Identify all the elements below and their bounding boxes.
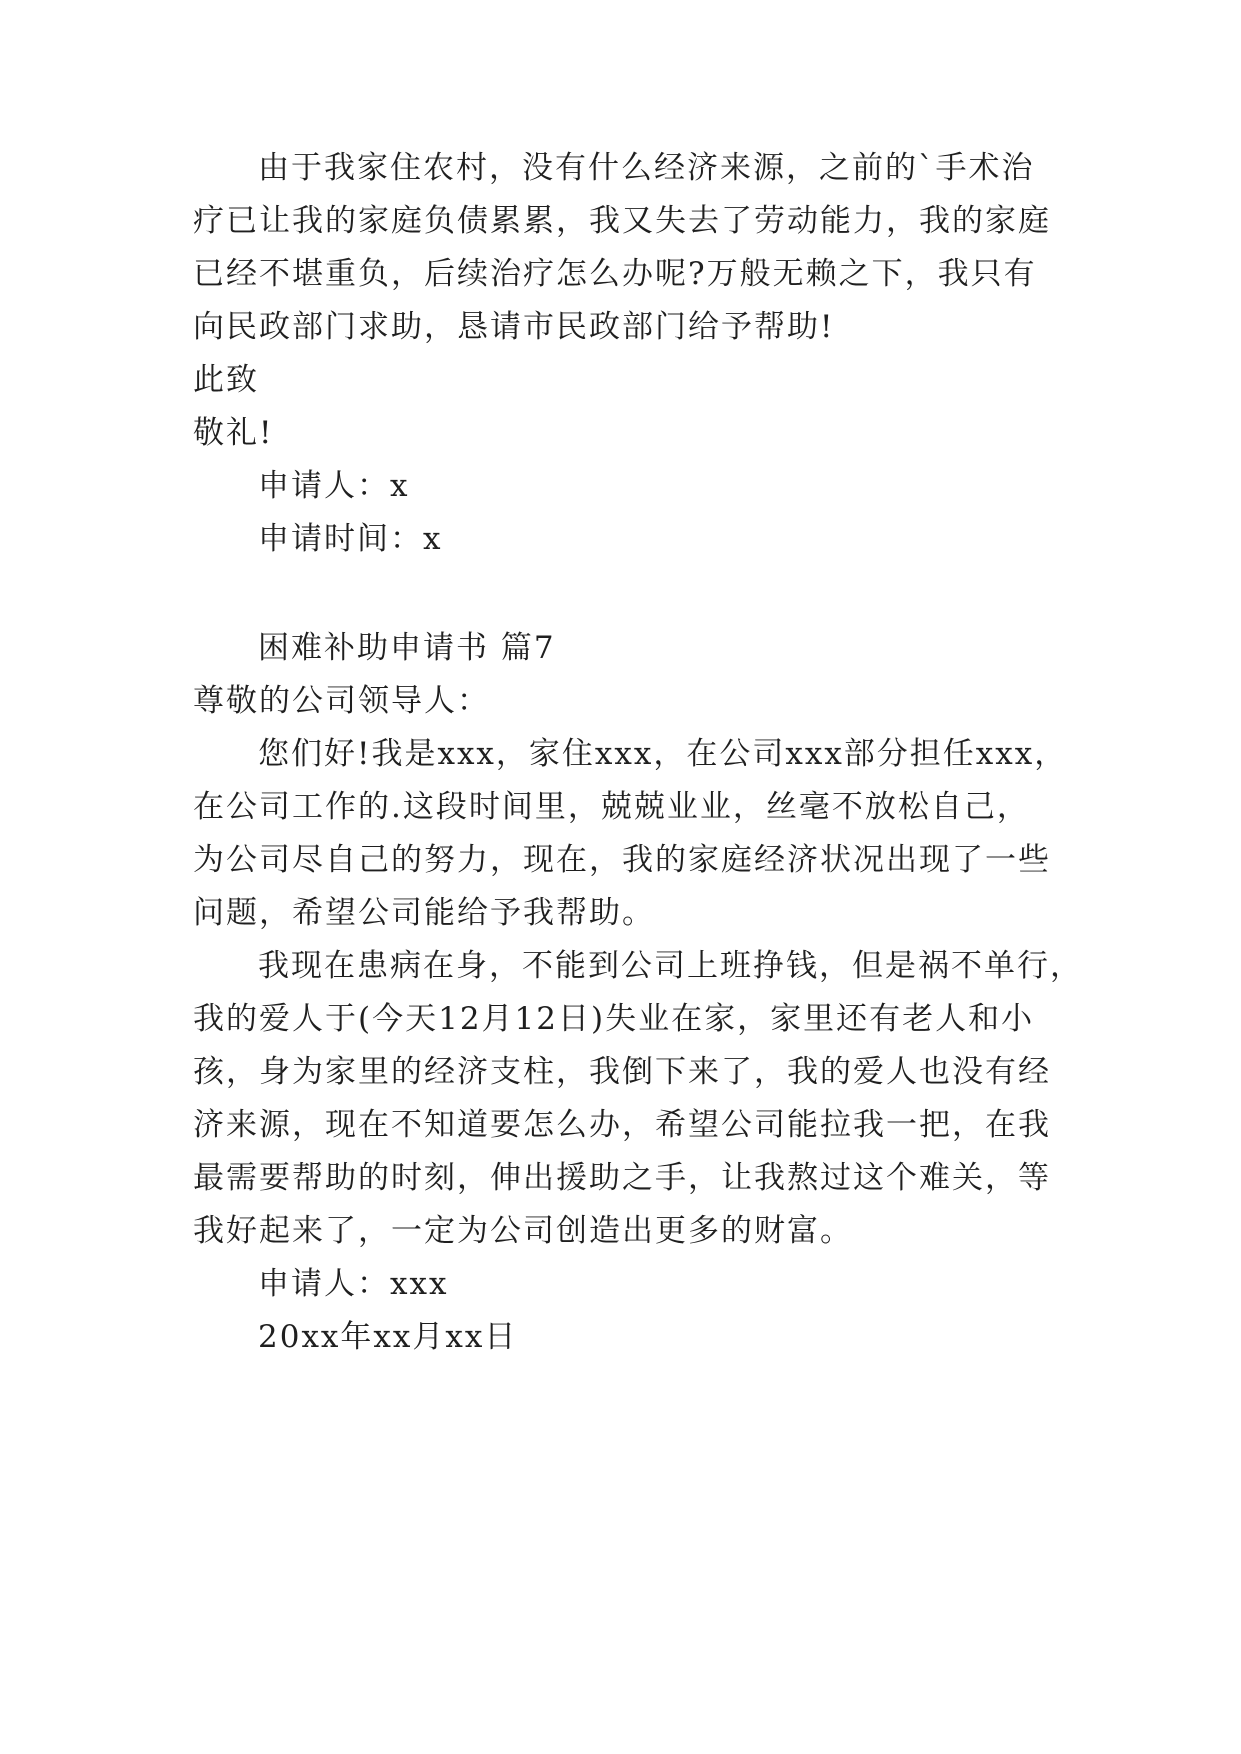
paragraph-line: 在公司工作的.这段时间里，兢兢业业，丝毫不放松自己， (193, 789, 1030, 825)
paragraph-line: 最需要帮助的时刻，伸出援助之手，让我熬过这个难关，等 (193, 1160, 1051, 1196)
paragraph-line: 为公司尽自己的努力，现在，我的家庭经济状况出现了一些 (193, 842, 1051, 878)
paragraph-line: 已经不堪重负，后续治疗怎么办呢?万般无赖之下，我只有 (193, 256, 1037, 292)
applicant-line: 申请人：x (258, 468, 410, 504)
paragraph-line: 您们好!我是xxx，家住xxx，在公司xxx部分担任xxx， (258, 736, 1068, 772)
paragraph-line: 我的爱人于(今天12月12日)失业在家，家里还有老人和小 (193, 1001, 1035, 1037)
closing-line: 敬礼! (193, 415, 274, 451)
section-title: 困难补助申请书 篇7 (258, 630, 556, 666)
paragraph-line: 我现在患病在身，不能到公司上班挣钱，但是祸不单行， (258, 948, 1083, 984)
closing-line: 此致 (193, 362, 259, 398)
paragraph-line: 由于我家住农村，没有什么经济来源，之前的`手术治 (258, 150, 1035, 186)
paragraph-line: 孩，身为家里的经济支柱，我倒下来了，我的爱人也没有经 (193, 1054, 1051, 1090)
paragraph-line: 济来源，现在不知道要怎么办，希望公司能拉我一把，在我 (193, 1107, 1051, 1143)
date-line: 申请时间：x (258, 521, 443, 557)
paragraph-line: 疗已让我的家庭负债累累，我又失去了劳动能力，我的家庭 (193, 203, 1051, 239)
salutation: 尊敬的公司领导人： (193, 683, 490, 719)
paragraph-line: 我好起来了，一定为公司创造出更多的财富。 (193, 1213, 853, 1249)
applicant-line: 申请人：xxx (258, 1266, 449, 1302)
date-line: 20xx年xx月xx日 (258, 1319, 518, 1355)
paragraph-line: 向民政部门求助，恳请市民政部门给予帮助! (193, 309, 835, 345)
paragraph-line: 问题，希望公司能给予我帮助。 (193, 895, 655, 931)
